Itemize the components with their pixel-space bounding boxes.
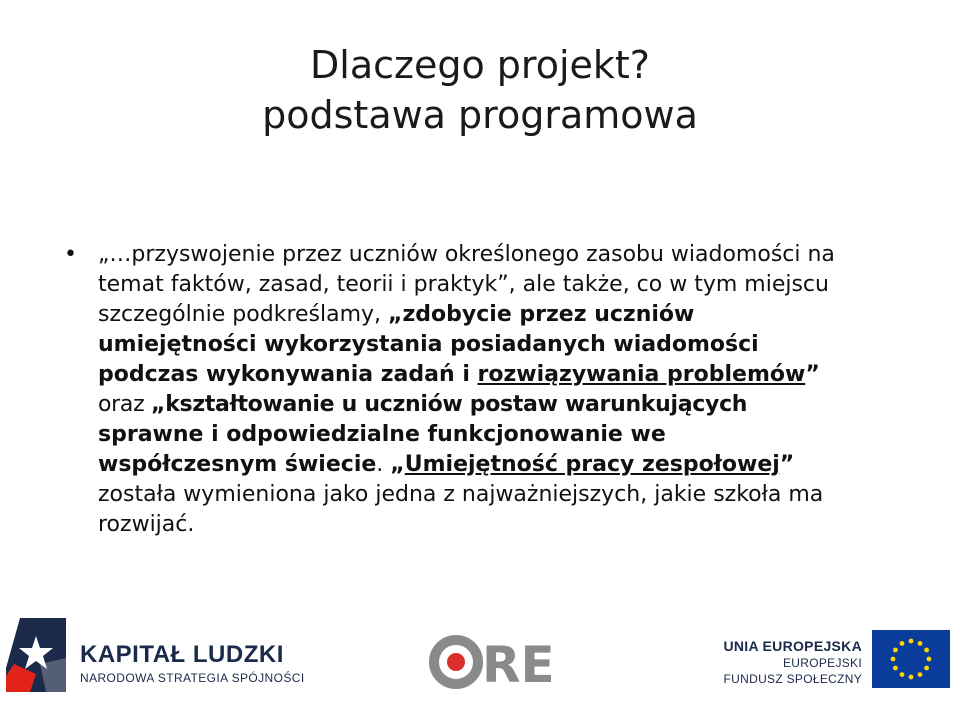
bold-phrase: „zdobycie przez uczniów <box>388 302 695 327</box>
body-line-10: rozwijać. <box>98 512 195 537</box>
body-text: oraz <box>98 392 152 417</box>
bold-phrase: „kształtowanie u uczniów postaw warunkujących <box>151 392 748 417</box>
body-line-9: została wymieniona jako jedna z najważniejszych, jakie szkoła ma <box>98 482 824 507</box>
bullet-marker: • <box>64 242 77 267</box>
body-line-1: „…przyswojenie przez uczniów określonego zasobu wiadomości na <box>98 242 835 267</box>
ore-logo-text: RE <box>482 636 555 692</box>
kapital-ludzki-text <box>80 642 305 685</box>
quote-mark: ” <box>779 452 795 477</box>
underlined-phrase: rozwiązywania problemów <box>477 362 806 387</box>
slide-title <box>0 40 960 140</box>
eu-text <box>723 638 862 686</box>
eu-subtitle-2: FUNDUSZ SPOŁECZNY <box>723 672 862 686</box>
eu-flag-icon <box>872 630 950 688</box>
body-text: . <box>376 452 391 477</box>
body-line-8 <box>98 450 878 480</box>
quote-mark: ” <box>805 362 820 387</box>
kapital-ludzki-star-logo-icon <box>6 618 66 692</box>
body-line-2: temat faktów, zasad, teorii i praktyk”, ale także, co w tym miejscu <box>98 272 829 297</box>
body-line-5 <box>98 360 878 390</box>
body-line-7: sprawne i odpowiedzialne funkcjonowanie we <box>98 422 666 447</box>
title-line-2: podstawa programowa <box>262 93 698 137</box>
kapital-ludzki-subtitle: NARODOWA STRATEGIA SPÓJNOŚCI <box>80 671 305 685</box>
underlined-phrase: Umiejętność pracy zespołowej <box>404 452 780 477</box>
body-text: szczególnie podkreślamy, <box>98 302 389 327</box>
quote-mark: „ <box>390 452 405 477</box>
body-line-4: umiejętności wykorzystania posiadanych wiadomości <box>98 332 759 357</box>
kapital-ludzki-title: KAPITAŁ LUDZKI <box>80 641 284 668</box>
body-line-3 <box>98 300 878 330</box>
ore-logo-icon <box>428 632 558 692</box>
body-line-6 <box>98 390 878 420</box>
slide-body-text <box>98 240 878 540</box>
bold-phrase: współczesnym świecie <box>98 452 377 477</box>
bold-phrase: podczas wykonywania zadań i <box>98 362 478 387</box>
footer-logos <box>0 606 960 704</box>
eu-subtitle-1: EUROPEJSKI <box>782 656 862 670</box>
title-line-1: Dlaczego projekt? <box>310 43 650 87</box>
eu-title: UNIA EUROPEJSKA <box>723 638 862 654</box>
